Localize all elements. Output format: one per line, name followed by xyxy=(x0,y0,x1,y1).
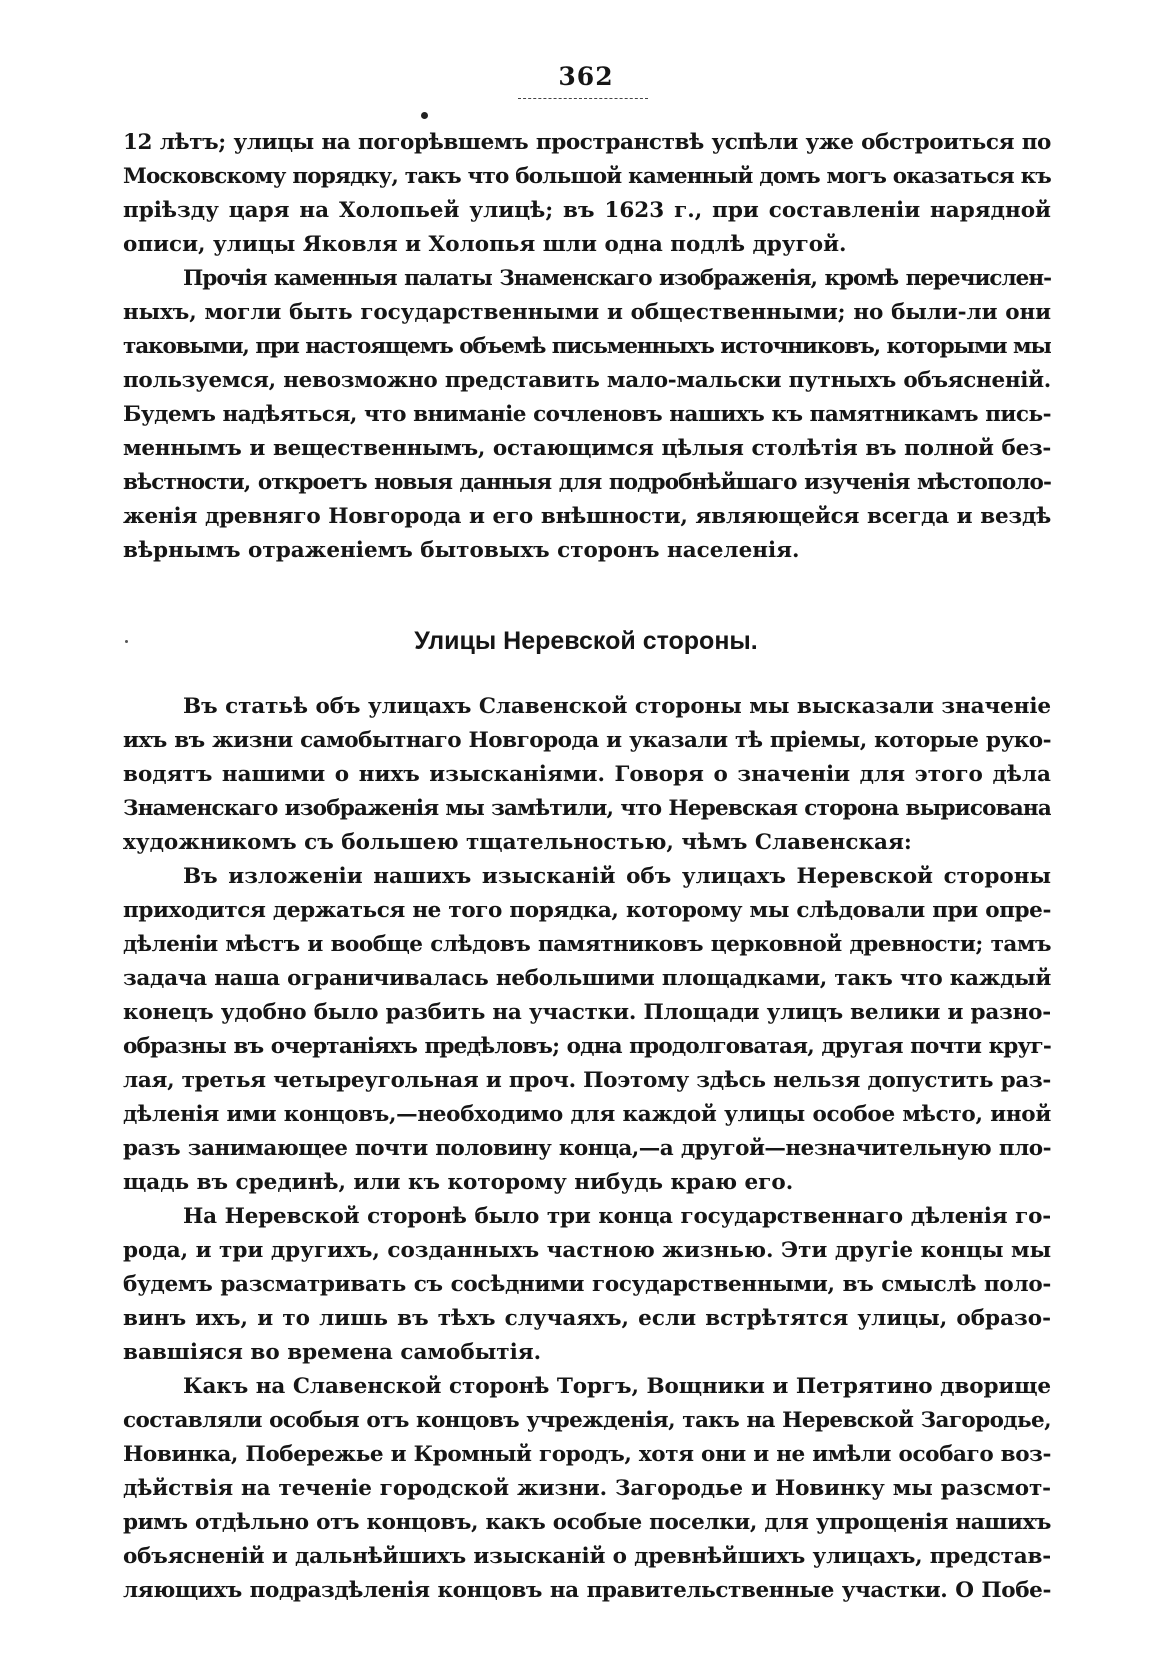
section-heading: Улицы Неревской стороны. xyxy=(414,627,758,655)
text-line: объясненій и дальнѣйшихъ изысканій о древнѣйшихъ улицахъ, представ- xyxy=(123,1544,1051,1569)
text-line: описи, улицы Яковля и Холопья шли одна подлѣ другой. xyxy=(123,232,847,257)
text-line: Прочія каменныя палаты Знаменскаго изображенія, кромѣ перечислен- xyxy=(183,266,1051,291)
text-line: ляющихъ подраздѣленія концовъ на правительственные участки. О Побе- xyxy=(123,1578,1051,1603)
text-line: лая, третья четыреугольная и проч. Поэтому здѣсь нельзя допустить раз- xyxy=(123,1068,1051,1093)
text-line: пріѣзду царя на Холопьей улицѣ; въ 1623 г., при составленіи нарядной xyxy=(123,198,1051,223)
text-line: Знаменскаго изображенія мы замѣтили, что Неревская сторона вырисована xyxy=(123,796,1051,821)
text-line: дѣйствія на теченіе городской жизни. Загородье и Новинку мы разсмот- xyxy=(123,1476,1051,1501)
text-line: водятъ нашими о нихъ изысканіями. Говоря о значеніи для этого дѣла xyxy=(123,762,1051,787)
text-line: На Неревской сторонѣ было три конца государственнаго дѣленія го- xyxy=(183,1204,1051,1229)
text-line: Новинка, Побережье и Кромный городъ, хотя они и не имѣли особаго воз- xyxy=(123,1442,1051,1467)
page-number: 362 xyxy=(558,62,614,91)
text-line: составляли особыя отъ концовъ учрежденія, такъ на Неревской Загородье, xyxy=(123,1408,1051,1433)
text-line: конецъ удобно было разбить на участки. Площади улицъ велики и разно- xyxy=(123,1000,1051,1025)
text-line: дѣленія ими концовъ,—необходимо для каждой улицы особое мѣсто, иной xyxy=(123,1102,1051,1127)
text-line: образны въ очертаніяхъ предѣловъ; одна продолговатая, другая почти круг- xyxy=(123,1034,1051,1059)
text-line: меннымъ и вещественнымъ, остающимся цѣлыя столѣтія въ полной без- xyxy=(123,436,1051,461)
text-line: Будемъ надѣяться, что вниманіе сочленовъ нашихъ къ памятникамъ пись- xyxy=(123,402,1051,427)
text-line: женія древняго Новгорода и его внѣшности, являющейся всегда и вездѣ xyxy=(123,504,1051,529)
text-line: Московскому порядку, такъ что большой каменный домъ могъ оказаться къ xyxy=(123,164,1051,189)
page-number-rule xyxy=(518,98,648,99)
text-line: задача наша ограничивалась небольшими площадками, такъ что каждый xyxy=(123,966,1051,991)
text-line: 12 лѣтъ; улицы на погорѣвшемъ пространствѣ успѣли уже обстроиться по xyxy=(123,130,1051,155)
text-line: художникомъ съ большею тщательностью, чѣмъ Славенская: xyxy=(123,830,912,855)
text-line: приходится держаться не того порядка, которому мы слѣдовали при опре- xyxy=(123,898,1051,923)
text-line: римъ отдѣльно отъ концовъ, какъ особые поселки, для упрощенія нашихъ xyxy=(123,1510,1051,1535)
text-line: Въ изложеніи нашихъ изысканій объ улицахъ Неревской стороны xyxy=(183,864,1051,889)
paragraph-block-2 xyxy=(123,690,1051,1608)
paragraph-block-1 xyxy=(123,126,1051,568)
text-line: винъ ихъ, и то лишь въ тѣхъ случаяхъ, если встрѣтятся улицы, образо- xyxy=(123,1306,1051,1331)
text-line: вѣрнымъ отраженіемъ бытовыхъ сторонъ населенія. xyxy=(123,538,800,563)
text-line: разъ занимающее почти половину конца,—а другой—незначительную пло- xyxy=(123,1136,1051,1161)
text-line: ныхъ, могли быть государственными и общественными; но были-ли они xyxy=(123,300,1051,325)
ink-dot xyxy=(421,112,428,119)
text-line: пользуемся, невозможно представить мало-мальски путныхъ объясненій. xyxy=(123,368,1051,393)
text-line: Какъ на Славенской сторонѣ Торгъ, Вощники и Петрятино дворище xyxy=(183,1374,1051,1399)
text-line: вавшіяся во времена самобытія. xyxy=(123,1340,542,1365)
text-line: щадь въ срединѣ, или къ которому нибудь краю его. xyxy=(123,1170,794,1195)
text-line: таковыми, при настоящемъ объемѣ письменныхъ источниковъ, которыми мы xyxy=(123,334,1051,359)
text-line: ихъ въ жизни самобытнаго Новгорода и указали тѣ пріемы, которые руко- xyxy=(123,728,1051,753)
text-line: вѣстности, откроетъ новыя данныя для подробнѣйшаго изученія мѣстополо- xyxy=(123,470,1051,495)
text-line: Въ статьѣ объ улицахъ Славенской стороны мы высказали значеніе xyxy=(183,694,1051,719)
text-line: будемъ разсматривать съ сосѣдними государственными, въ смыслѣ поло- xyxy=(123,1272,1051,1297)
text-line: дѣленіи мѣстъ и вообще слѣдовъ памятниковъ церковной древности; тамъ xyxy=(123,932,1051,957)
text-line: рода, и три другихъ, созданныхъ частною жизнью. Эти другіе концы мы xyxy=(123,1238,1051,1263)
